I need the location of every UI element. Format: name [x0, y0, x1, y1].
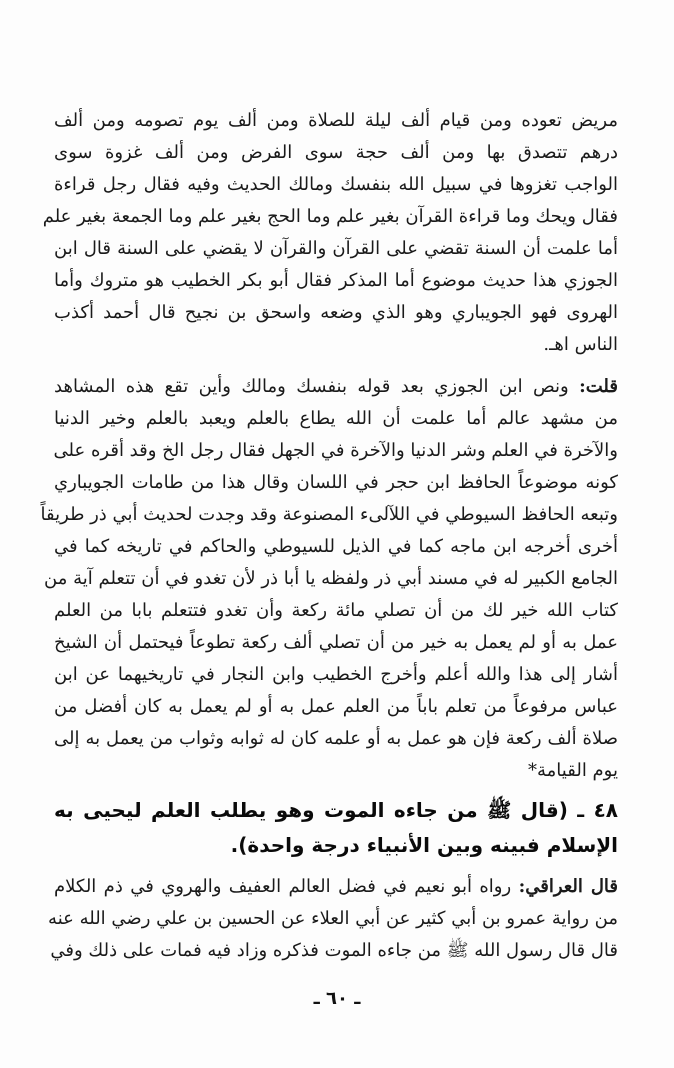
paragraph1-line: مريض تعوده ومن قيام ألف ليلة للصلاة ومن ألف يوم تصومه ومن ألف	[54, 110, 618, 131]
paragraph2-line: كتاب الله خير لك من أن تصلي مائة ركعة وأن تغدو فتتعلم بابا من العلم	[54, 600, 618, 621]
paragraph2-line: أشار إلى هذا والله أعلم وأخرج الخطيب وابن النجار في تاريخيهما عن ابن	[54, 664, 618, 685]
paragraph1-line: أما علمت أن السنة تقضي على القرآن والقرآن لا يقضي على السنة قال ابن	[54, 238, 618, 259]
paragraph1-line: الواجب تغزوها في سبيل الله بنفسك ومالك الحديث وفيه فقال رجل قراءة	[54, 174, 618, 195]
paragraph1-line: فقال ويحك وما قراءة القرآن بغير علم وما الحج بغير علم وما الجمعة بغير علم	[42, 206, 618, 227]
paragraph2-lead: قلت:	[579, 376, 618, 397]
paragraph1-line: الناس اهـ.	[543, 334, 618, 355]
paragraph2-line: عباس مرفوعاً من تعلم باباً من العلم عمل به أو لم يعمل به كان أفضل من	[54, 696, 618, 717]
hadith-heading-line: الإسلام فبينه وبين الأنبياء درجة واحدة).	[230, 833, 618, 857]
hadith-heading-line: ٤٨ ـ (قال ﷺ من جاءه الموت وهو يطلب العلم ليحيى به	[54, 798, 618, 822]
paragraph3-line: من رواية عمرو بن أبي كثير عن أبي العلاء عن الحسين بن علي رضي الله عنه	[48, 908, 618, 929]
paragraph1-line: الهروى فهو الجويباري وهو الذي وضعه واسحق بن نجيح قال أحمد أكذب	[54, 302, 618, 323]
paragraph2-line: وتبعه الحافظ السيوطي في اللآلىء المصنوعة وقد وجدت لحديث أبي ذر طريقاً	[40, 504, 618, 525]
paragraph3-first-line	[54, 878, 618, 896]
paragraph2-line: أخرى أخرجه ابن ماجه كما في الذيل للسيوطي والحاكم في تاريخه كما في	[54, 536, 618, 557]
paragraph3-line: قال قال رسول الله ﷺ من جاءه الموت فذكره وزاد فيه فمات على ذلك وفي	[50, 940, 618, 961]
paragraph3-first-text: رواه أبو نعيم في فضل العالم العفيف والهروي في ذم الكلام	[54, 876, 519, 897]
paragraph2-first-line	[54, 378, 618, 396]
paragraph2-line: عمل به أو لم يعمل به خير من أن تصلي ألف ركعة تطوعاً فيحتمل أن الشيخ	[54, 632, 618, 653]
paragraph2-line: صلاة ألف ركعة فإن هو عمل به أو علمه كان له ثوابه وثواب من يعمل به إلى	[54, 728, 618, 749]
paragraph1-line: الجوزي هذا حديث موضوع أما المذكر فقال أبو بكر الخطيب هو متروك وأما	[54, 270, 618, 291]
paragraph2-line: من مشهد عالم أما علمت أن الله يطاع بالعلم ويعبد بالعلم وخير الدنيا	[54, 408, 618, 429]
paragraph2-line: يوم القيامة*	[528, 760, 618, 781]
paragraph2-line: كونه موضوعاً الحافظ ابن حجر في اللسان وقال هذا من طامات الجويباري	[54, 472, 618, 493]
paragraph2-line: الجامع الكبير له في مسند أبي ذر ولفظه يا أبا ذر لأن تغدو في أن تتعلم آية من	[44, 568, 618, 589]
paragraph1-line: درهم تتصدق بها ومن ألف حجة سوى الفرض ومن ألف غزوة سوى	[54, 142, 618, 163]
page-number: ـ ٦٠ ـ	[313, 988, 361, 1009]
paragraph3-lead: قال العراقي:	[518, 876, 619, 897]
paragraph2-line: والآخرة في العلم وشر الدنيا والآخرة في الجهل فقال رجل الخ وقد أقره على	[53, 440, 618, 461]
paragraph2-first-text: ونص ابن الجوزي بعد قوله بنفسك ومالك وأين تقع هذه المشاهد	[54, 376, 580, 397]
